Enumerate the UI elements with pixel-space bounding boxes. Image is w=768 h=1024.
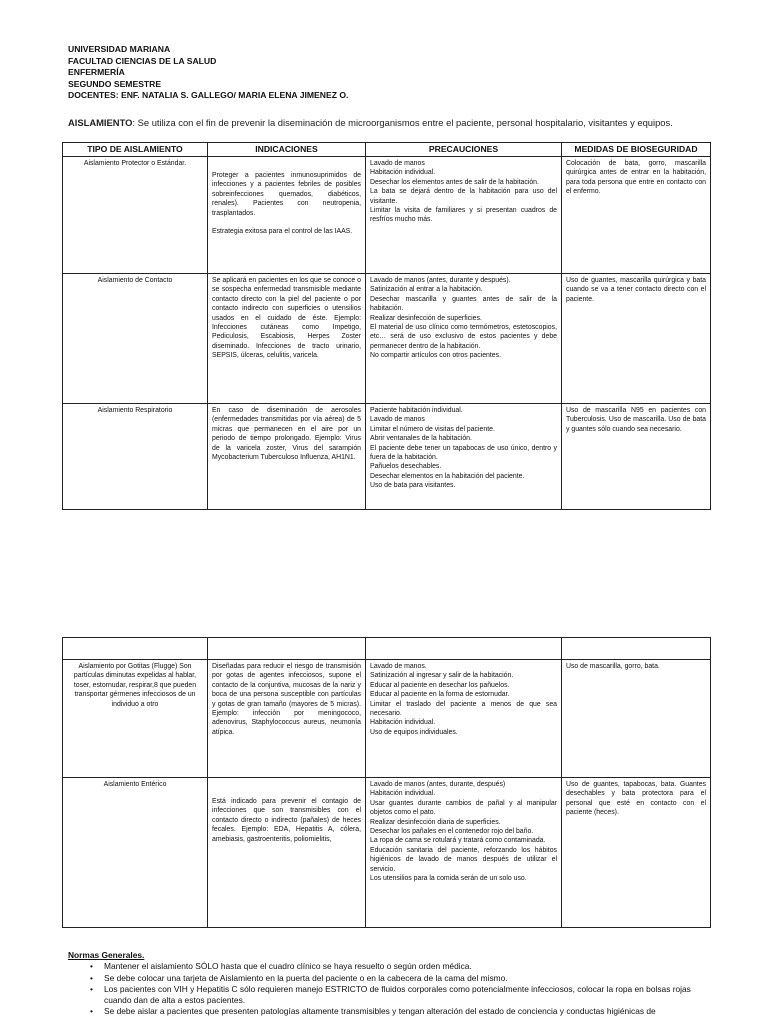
bullet-icon: • (90, 972, 93, 983)
list-item (90, 984, 708, 1007)
header-biosecurity: MEDIDAS DE BIOSEGURIDAD (562, 143, 711, 157)
table-header-row (63, 143, 711, 157)
row-type: Aislamiento Entérico (63, 778, 208, 928)
table-row (63, 404, 711, 510)
isolation-definition (68, 117, 673, 128)
row-indications: Se aplicará en pacientes en los que se conoce o se sospecha enfermedad transmisible mediante contacto directo con la piel del paciente o por contacto indirecto con superficies o utensilios usados en el cuidado de éste. Ejemplo: Infecciones cutáneas como Impetigo, Pediculosis, Escabiosis, Herpes Zoster diseminado. Infecciones de tracto urinario, SEPSIS, úlceras, celulitis, varicela. (208, 274, 366, 404)
table-row (63, 274, 711, 404)
precaution-item: Lavado de manos (antes, durante, después) (370, 781, 506, 788)
program-name: ENFERMERÍA (68, 67, 125, 78)
precaution-item: No compartir artículos con otros pacientes. (370, 352, 501, 360)
header-indications: INDICACIONES (208, 143, 366, 157)
precaution-item: Limitar la visita de familiares y si presentan cuadros de resfríos mucho más. (370, 207, 557, 224)
semester: SEGUNDO SEMESTRE (68, 78, 162, 89)
precaution-item: Lavado de manos. (370, 663, 427, 670)
precaution-item: El paciente debe tener un tapabocas de uso único, dentro y fuera de la habitación. (370, 444, 557, 462)
precaution-item: Uso de equipos individuales. (370, 728, 458, 736)
row-biosecurity: Colocación de bata, gorro, mascarilla quirúrgica antes de entrar en la habitación, para toda persona que entre en contacto con el enfermo. (562, 157, 711, 274)
empty-header-row (63, 638, 711, 660)
precaution-item: Realizar desinfección diaria de superficies. (370, 818, 501, 826)
precaution-item: Limitar el número de visitas del paciente. (370, 425, 495, 433)
isolation-label: AISLAMIENTO (68, 117, 133, 128)
row-precautions (366, 157, 562, 274)
row-indications (208, 157, 366, 274)
empty-cell (562, 638, 711, 660)
precaution-item: Desechar los elementos antes de salir de la habitación. (370, 178, 539, 186)
general-rules (68, 950, 708, 1018)
row-precautions (366, 778, 562, 928)
precaution-item: Lavado de manos (370, 160, 425, 167)
precaution-item: Habitación individual. (370, 719, 436, 727)
precaution-item: Lavado de manos (370, 416, 425, 424)
precaution-item: Abrir ventanales de la habitación. (370, 435, 472, 443)
precaution-item: Desechar los pañales en el contenedor rojo del baño. (370, 828, 534, 836)
university-name: UNIVERSIDAD MARIANA (68, 44, 171, 54)
precaution-item: Educar al paciente en la forma de estornudar. (370, 691, 510, 699)
precaution-item: Limitar el traslado del paciente a menos de que sea necesario. (370, 700, 557, 718)
document-header (68, 44, 348, 102)
bullet-icon: • (90, 983, 93, 994)
row-indications: En caso de diseminación de aerosoles (enfermedades transmitidas por vía aérea) de 5 micras que permanecen en el aire por un periodo de tiempo prolongado. Ejemplo: Virus de la varicela zoster, Virus del sarampión Mycobacterium Tuberculoso Influenza, AH1N1. (208, 404, 366, 510)
general-rules-title: Normas Generales. (68, 950, 145, 960)
precaution-item: El material de uso clínico como termómetros, estetoscopios, etc… será de uso exclusivo de estos pacientes y debe permanecer dentro de la habitación. (370, 324, 557, 350)
precaution-item: Lavado de manos (antes, durante y después). (370, 277, 511, 284)
row-biosecurity: Uso de guantes, mascarilla quirúrgica y bata cuando se va a tener contacto directo con el paciente. (562, 274, 711, 404)
row-type: Aislamiento Protector o Estándar. (63, 157, 208, 274)
bullet-icon: • (90, 961, 93, 972)
precaution-item: La bata se dejará dentro de la habitación para uso del visitante. (370, 188, 557, 205)
row-biosecurity: Uso de mascarilla N95 en pacientes con Tuberculosis. Uso de mascarilla. Uso de bata y guantes sólo cuando sea necesario. (562, 404, 711, 510)
precaution-item: Satinización al ingresar y salir de la habitación. (370, 672, 514, 680)
rule-text: Mantener el aislamiento SÓLO hasta que el cuadro clínico se haya resuelto o según orden médica. (104, 961, 472, 972)
row-precautions (366, 404, 562, 510)
list-item (90, 1006, 708, 1017)
row-precautions (366, 274, 562, 404)
precaution-item: Pañuelos desechables. (370, 463, 442, 471)
row-indications: Diseñadas para reducir el riesgo de transmisión por gotas de agentes infecciosos, supone el contacto de la conjuntiva, mucosas de la nariz y boca de una persona susceptible con partículas y gotas de gran tamaño (mayores de 5 micras). Ejemplo: infección por meningococo, adenovirus, Staphylococcus aureus, neumonía atípica. (208, 660, 366, 778)
precaution-item: Desechar mascarilla y guantes antes de salir de la habitación. (370, 295, 557, 313)
isolation-table (62, 142, 711, 510)
precaution-item: Satinización al entrar a la habitación. (370, 286, 483, 294)
isolation-text: : Se utiliza con el fin de prevenir la diseminación de microorganismos entre el paciente, personal hospitalario, visitantes y equipos. (132, 117, 673, 128)
bullet-icon: • (90, 1006, 93, 1017)
table-row (63, 660, 711, 778)
row-indications (208, 778, 366, 928)
indication-text: Estrategia exitosa para el control de las IAAS. (212, 228, 353, 236)
indication-text: Proteger a pacientes inmunosuprimidos de infecciones y a pacientes febriles de posibles sobreinfecciones quemados, diabéticos, renales). Pacientes con neutropenia, trasplantados. (212, 172, 361, 217)
empty-cell (366, 638, 562, 660)
row-precautions (366, 660, 562, 778)
precaution-item: Uso de bata para visitantes. (370, 482, 456, 490)
precaution-item: La ropa de cama se rotulará y tratará como contaminada. (370, 837, 546, 845)
precaution-item: Educación sanitaria del paciente, reforzando los hábitos higiénicos de lavado de manos después de utilizar el servicio. (370, 846, 557, 873)
empty-cell (63, 638, 208, 660)
faculty-name: FACULTAD CIENCIAS DE LA SALUD (68, 55, 217, 66)
teachers: DOCENTES: ENF. NATALIA S. GALLEGO/ MARIA ELENA JIMENEZ O. (68, 90, 349, 101)
row-type: Aislamiento de Contacto (63, 274, 208, 404)
precaution-item: Educar al paciente en desechar los pañuelos. (370, 681, 510, 689)
precaution-item: Paciente habitación individual. (370, 407, 463, 414)
row-biosecurity: Uso de guantes, tapabocas, bata. Guantes desechables y bata protectora para el personal que esté en contacto con el paciente (heces). (562, 778, 711, 928)
row-type: Aislamiento por Gotitas (Flugge) Son partículas diminutas expelidas al hablar, toser, estornudar, respirar,8 que pueden transportar gérmenes infecciosos de un individuo a otro (63, 660, 208, 778)
list-item (90, 961, 708, 972)
precaution-item: Usar guantes durante cambios de pañal y al manipular objetos como el pato. (370, 799, 557, 817)
precaution-item: Habitación individual. (370, 790, 436, 798)
rule-text: Se debe aislar a pacientes que presenten patologías altamente transmisibles y tengan alteración del estado de conciencia y conductas higiénicas de (104, 1006, 656, 1017)
precaution-item: Los utensilios para la comida serán de un solo uso. (370, 875, 527, 883)
rule-text: Se debe colocar una tarjeta de Aislamiento en la puerta del paciente o en la cabecera de la cama del mismo. (104, 972, 508, 983)
empty-cell (208, 638, 366, 660)
header-precautions: PRECAUCIONES (366, 143, 562, 157)
row-type: Aislamiento Respiratorio (63, 404, 208, 510)
indication-text: Está indicado para prevenir el contagio de infecciones que son transmisibles con el contacto directo o indirecto (pañales) de heces fecales. Ejemplo: EDA, Hepatitis A, cólera, amebiasis, gastroenteritis, poliomielitis, (212, 798, 361, 843)
header-type: TIPO DE AISLAMIENTO (63, 143, 208, 157)
general-rules-list (68, 961, 708, 1017)
row-biosecurity: Uso de mascarilla, gorro, bata. (562, 660, 711, 778)
precaution-item: Desechar elementos en la habitación del paciente. (370, 472, 525, 480)
list-item (90, 973, 708, 984)
precaution-item: Habitación individual. (370, 169, 436, 177)
precaution-item: Realizar desinfección de superficies. (370, 314, 482, 322)
rule-text: Los pacientes con VIH y Hepatitis C sólo requieren manejo ESTRICTO de fluidos corporales como potencialmente infecciosos, colocar la ropa en bolsas rojas cuando dan de alta a estos pacientes. (104, 983, 691, 1006)
isolation-table-continued (62, 637, 711, 928)
table-row (63, 778, 711, 928)
table-row (63, 157, 711, 274)
